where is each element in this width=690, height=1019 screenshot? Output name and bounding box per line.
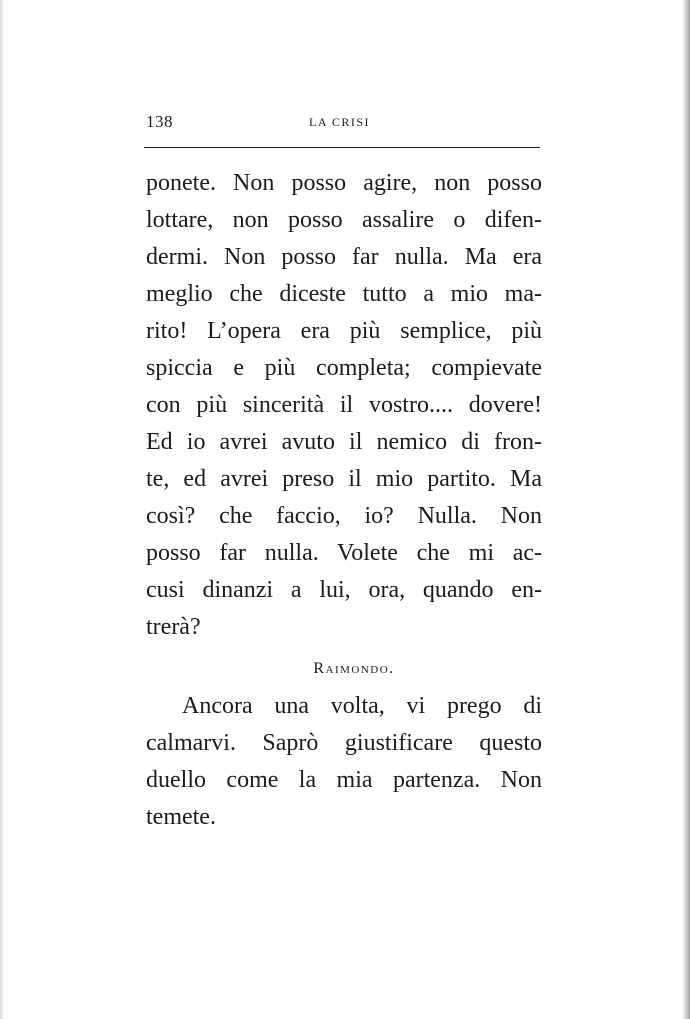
reply-line: Ancora una volta, vi prego di [182, 693, 542, 719]
text-line: lottare, non posso assalire o difen- [146, 207, 542, 233]
text-line: con più sincerità il vostro.... dovere! [146, 392, 542, 418]
text-line: posso far nulla. Volete che mi ac- [146, 540, 542, 566]
reply-line: temete. [146, 804, 216, 830]
running-head [146, 112, 540, 136]
text-line: trerà? [146, 614, 201, 640]
reply-line: calmarvi. Saprò giustificare questo [146, 730, 542, 756]
text-line: dermi. Non posso far nulla. Ma era [146, 244, 542, 270]
page-number: 138 [146, 112, 173, 131]
reply-line: duello come la mia partenza. Non [146, 767, 542, 793]
text-line: te, ed avrei preso il mio partito. Ma [146, 466, 542, 492]
page-edge-right [682, 0, 690, 1019]
running-title: LA CRISI [309, 115, 371, 129]
text-line: cusi dinanzi a lui, ora, quando en- [146, 577, 542, 603]
text-line: ponete. Non posso agire, non posso [146, 170, 542, 196]
text-line: meglio che diceste tutto a mio ma- [146, 281, 542, 307]
text-block [146, 165, 542, 836]
text-line: spiccia e più completa; compievate [146, 355, 542, 381]
text-line: Ed io avrei avuto il nemico di fron- [146, 429, 542, 455]
text-line: così? che faccio, io? Nulla. Non [146, 503, 542, 529]
header-rule [144, 147, 540, 148]
speaker-name: Raimondo. [313, 660, 395, 677]
text-line: rito! L’opera era più semplice, più [146, 318, 542, 344]
page-edge-left [0, 0, 4, 1019]
